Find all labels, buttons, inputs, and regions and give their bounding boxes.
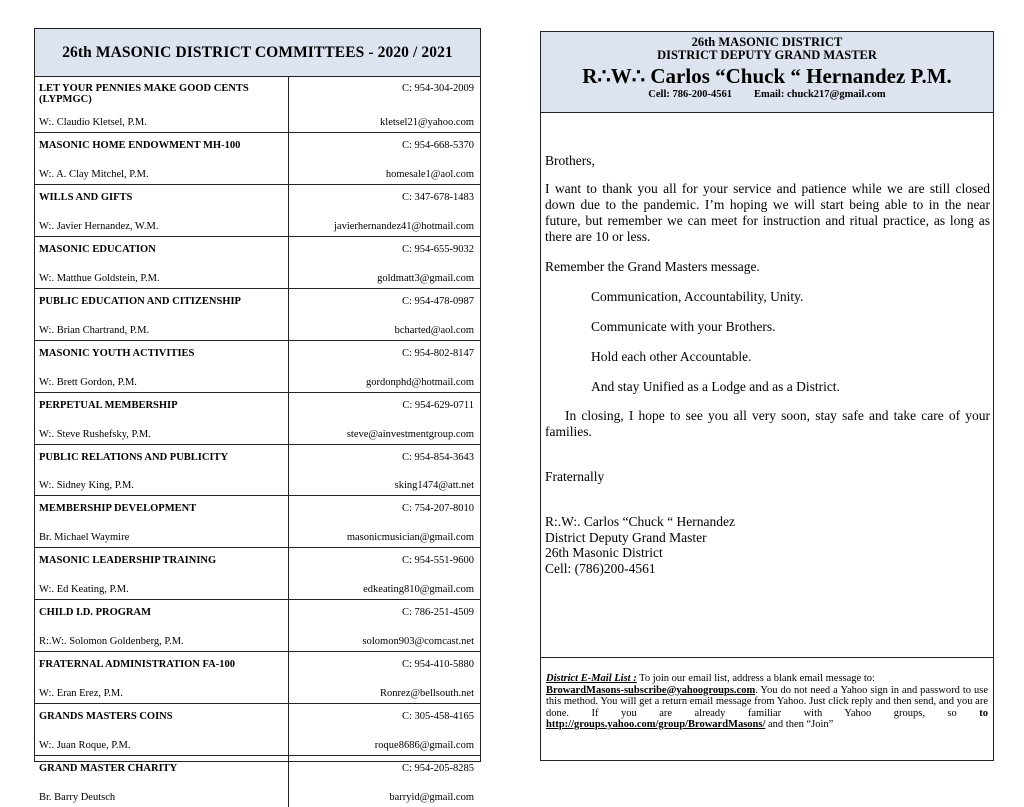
committee-row: [35, 236, 480, 260]
committee-email[interactable]: homesale1@aol.com: [289, 157, 480, 185]
ddgm-email: Email: chuck217@gmail.com: [754, 89, 886, 100]
committee-row-detail: [35, 417, 480, 445]
committee-chair: R:.W:. Solomon Goldenberg, P.M.: [35, 624, 289, 652]
committee-row-detail: [35, 520, 480, 548]
letter-signature: [545, 514, 735, 576]
committee-phone: C: 954-205-8285: [401, 763, 474, 775]
committee-email[interactable]: barryid@gmail.com: [389, 792, 474, 803]
committees-table: [35, 77, 480, 807]
letter-paragraph-2: Remember the Grand Masters message.: [545, 259, 760, 274]
committee-email[interactable]: steve@ainvestmentgroup.com: [289, 417, 480, 445]
email-list-intro: To join our email list, address a blank email message to:: [636, 673, 875, 684]
committee-chair: W:. Brian Chartrand, P.M.: [35, 313, 289, 341]
letter-closing: In closing, I hope to see you all very soon, stay safe and take care of your families.: [545, 408, 990, 439]
committee-chair: W:. A. Clay Mitchel, P.M.: [35, 157, 289, 185]
committee-email[interactable]: roque8686@gmail.com: [289, 728, 480, 756]
committee-chair: W:. Javier Hernandez, W.M.: [35, 209, 289, 237]
letter-valediction: Fraternally: [545, 469, 605, 484]
committee-row-detail: [35, 676, 480, 704]
committee-row: [35, 704, 480, 728]
committee-row-detail: [35, 105, 480, 133]
email-list-text: [546, 673, 988, 731]
committees-title: 26th MASONIC DISTRICT COMMITTEES - 2020 / 2021: [35, 29, 480, 77]
committee-phone: C: 954-629-0711: [402, 399, 474, 411]
committee-row: [35, 444, 480, 468]
signature-line: Cell: (786)200-4561: [545, 560, 656, 576]
committee-row: [35, 184, 480, 208]
committee-row: [35, 77, 480, 105]
committee-name: MEMBERSHIP DEVELOPMENT: [39, 503, 197, 515]
committee-row: [35, 756, 480, 780]
committee-row-detail: [35, 624, 480, 652]
committee-chair: W:. Sidney King, P.M.: [35, 468, 289, 496]
committee-chair: W:. Ed Keating, P.M.: [35, 572, 289, 600]
signature-line: 26th Masonic District: [545, 545, 663, 560]
email-list-box: [540, 657, 994, 761]
committee-email[interactable]: bcharted@aol.com: [289, 313, 480, 341]
message-line-2: Communicate with your Brothers.: [591, 319, 776, 334]
email-list-instructions: . You do not need a Yahoo sign in and password to use this method. You will get a return email message from Yahoo. Just click reply and then send, and you are done. If you are already familiar with Yahoo groups, so: [546, 684, 988, 719]
letter-greeting: Brothers,: [545, 153, 595, 168]
committee-row-detail: [35, 365, 480, 393]
committee-phone: C: 954-410-5880: [401, 659, 474, 671]
committee-row: [35, 133, 480, 157]
committee-row: [35, 600, 480, 624]
committee-phone: C: 347-678-1483: [401, 191, 474, 203]
letter-paragraph-1: I want to thank you all for your service and patience while we are still closed down due to the pandemic. I’m hoping we will start being able to in the near future, but remember we can meet for instruction and ritual practice, as long as there are 10 or less.: [545, 181, 990, 244]
email-list-label: District E-Mail List :: [546, 673, 637, 684]
committee-email[interactable]: gordonphd@hotmail.com: [289, 365, 480, 393]
committees-panel: [34, 28, 481, 803]
committee-name: PERPETUAL MEMBERSHIP: [39, 399, 178, 411]
committee-phone: C: 954-304-2009: [401, 83, 474, 94]
message-line-3: Hold each other Accountable.: [591, 349, 752, 364]
committee-phone: C: 305-458-4165: [401, 711, 474, 723]
committee-row: [35, 496, 480, 520]
committee-name: WILLS AND GIFTS: [39, 191, 133, 203]
committee-row: [35, 340, 480, 364]
ddgm-title: DISTRICT DEPUTY GRAND MASTER: [657, 48, 877, 62]
ddgm-contact: [541, 89, 993, 101]
committee-name: LET YOUR PENNIES MAKE GOOD CENTS (LYPMGC): [39, 83, 249, 106]
committee-row-detail: [35, 468, 480, 496]
committee-email[interactable]: Ronrez@bellsouth.net: [289, 676, 480, 704]
ddgm-cell: Cell: 786-200-4561: [648, 89, 732, 100]
committee-email[interactable]: sking1474@att.net: [289, 468, 480, 496]
committee-name: MASONIC HOME ENDOWMENT MH-100: [39, 140, 241, 152]
committee-name: CHILD I.D. PROGRAM: [39, 607, 151, 619]
committee-name: MASONIC EDUCATION: [39, 243, 156, 255]
committee-email[interactable]: solomon903@comcast.net: [289, 624, 480, 652]
committee-chair: Br. Michael Waymire: [35, 520, 289, 548]
committee-phone: C: 954-854-3643: [401, 451, 474, 463]
committee-name: PUBLIC EDUCATION AND CITIZENSHIP: [39, 295, 241, 307]
district-title: 26th MASONIC DISTRICT: [691, 35, 843, 49]
committee-name: FRATERNAL ADMINISTRATION FA-100: [39, 659, 236, 671]
committee-chair: W:. Steve Rushefsky, P.M.: [35, 417, 289, 445]
committee-row: [35, 548, 480, 572]
committee-email[interactable]: javierhernandez41@hotmail.com: [289, 209, 480, 237]
ddgm-header: [540, 31, 994, 113]
committee-row: [35, 652, 480, 676]
committee-row-detail: [35, 728, 480, 756]
committee-email[interactable]: edkeating810@gmail.com: [289, 572, 480, 600]
message-line-4: And stay Unified as a Lodge and as a District.: [591, 379, 840, 394]
committee-email[interactable]: kletsel21@yahoo.com: [289, 105, 480, 133]
committee-chair: W:. Juan Roque, P.M.: [35, 728, 289, 756]
committee-chair: Br. Barry Deutsch: [35, 780, 289, 807]
committee-row: [35, 392, 480, 416]
committee-phone: C: 954-551-9600: [401, 555, 474, 567]
committee-phone: C: 954-478-0987: [401, 295, 474, 307]
committee-name: MASONIC LEADERSHIP TRAINING: [39, 555, 217, 567]
committee-row-detail: [35, 209, 480, 237]
committee-row-detail: [35, 572, 480, 600]
committee-chair: W:. Claudio Kletsel, P.M.: [35, 105, 289, 133]
committee-phone: C: 954-802-8147: [401, 347, 474, 359]
email-list-to: to: [979, 707, 988, 719]
ddgm-name: R∴W∴ Carlos “Chuck “ Hernandez P.M.: [582, 64, 952, 88]
committee-name: GRANDS MASTERS COINS: [39, 711, 173, 723]
signature-line: R:.W:. Carlos “Chuck “ Hernandez: [545, 514, 735, 529]
committee-row-detail: [35, 780, 480, 807]
committee-phone: C: 954-655-9032: [401, 243, 474, 255]
committee-row: [35, 288, 480, 312]
letter-body: [540, 112, 994, 658]
committee-phone: C: 954-668-5370: [401, 140, 474, 152]
committee-row-detail: [35, 313, 480, 341]
committee-phone: C: 754-207-8010: [401, 503, 474, 515]
committee-row-detail: [35, 261, 480, 289]
committee-chair: W:. Brett Gordon, P.M.: [35, 365, 289, 393]
committee-phone: C: 786-251-4509: [401, 607, 474, 619]
committee-email[interactable]: goldmatt3@gmail.com: [289, 261, 480, 289]
yahoo-group-link[interactable]: http://groups.yahoo.com/group/BrowardMasons/: [546, 719, 766, 730]
subscribe-email-link[interactable]: BrowardMasons-subscribe@yahoogroups.com: [546, 684, 756, 696]
committee-email[interactable]: masonicmusician@gmail.com: [289, 520, 480, 548]
committee-name: GRAND MASTER CHARITY: [39, 763, 178, 775]
committee-row-detail: [35, 157, 480, 185]
committee-name: MASONIC YOUTH ACTIVITIES: [39, 347, 195, 359]
committee-chair: W:. Eran Erez, P.M.: [35, 676, 289, 704]
signature-line: District Deputy Grand Master: [545, 529, 707, 545]
committee-name: PUBLIC RELATIONS AND PUBLICITY: [39, 451, 229, 463]
email-list-join: and then “Join”: [765, 719, 834, 730]
message-line-1: Communication, Accountability, Unity.: [591, 289, 804, 304]
committee-chair: W:. Matthue Goldstein, P.M.: [35, 261, 289, 289]
